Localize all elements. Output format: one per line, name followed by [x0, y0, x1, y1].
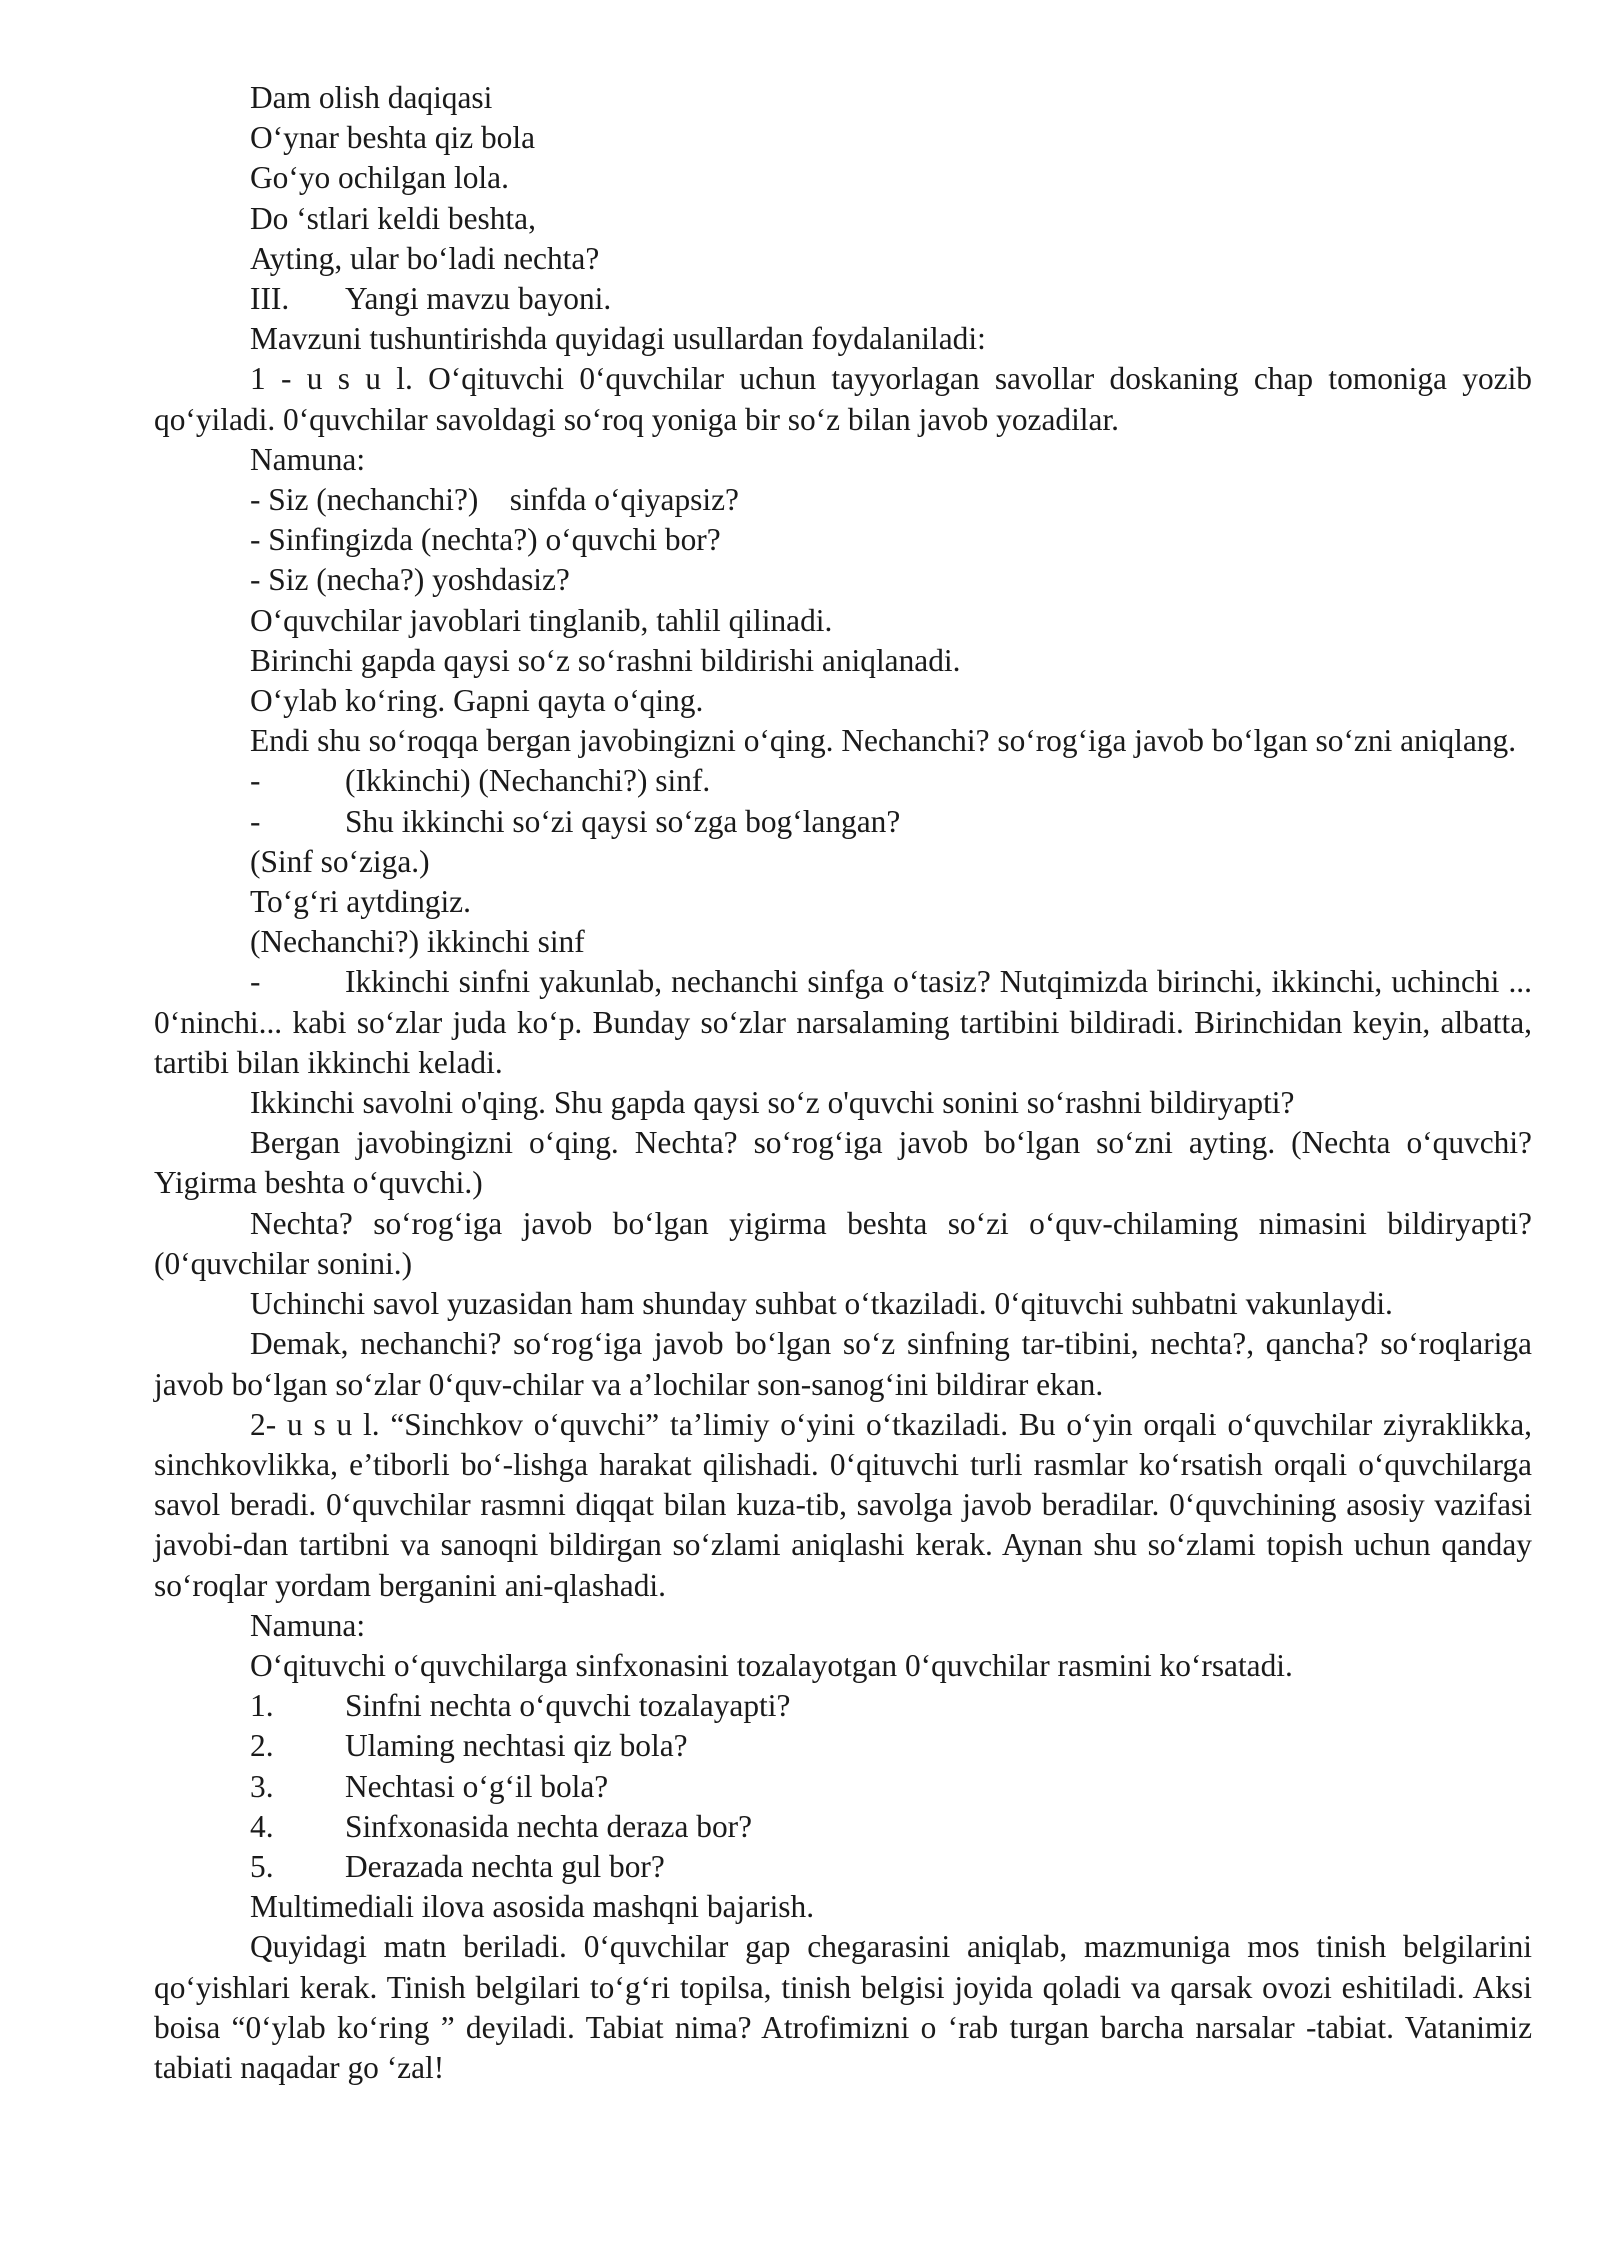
question-line: - Siz (nechanchi?) sinfda o‘qiyapsiz?: [250, 482, 739, 518]
list-number: 3.: [250, 1768, 274, 1804]
poem-line: Go‘yo ochilgan lola.: [250, 160, 509, 196]
list-number: 4.: [250, 1808, 274, 1844]
example-label: Namuna:: [250, 441, 366, 477]
paragraph: Endi shu so‘roqqa bergan javobingizni o‘qing. Nechanchi? so‘rog‘iga javob bo‘lgan so‘zni aniqlang.: [250, 723, 1517, 759]
list-item: [250, 1686, 1532, 1726]
list-number: 1.: [250, 1688, 274, 1724]
list-text: Nechtasi o‘g‘il bola?: [345, 1768, 609, 1804]
paragraph: O‘ylab ko‘ring. Gapni qayta o‘qing.: [250, 683, 704, 719]
paragraph: Quyidagi matn beriladi. 0‘quvchilar gap chegarasini aniqlab, mazmuniga mos tinish belgilarini qo‘yishlari kerak. Tinish belgilari to‘g‘ri topilsa, tinish belgisi joyida qoladi va qarsak ovozi eshitiladi. Aksi boisa “0‘ylab ko‘ring ” deyiladi. Tabiat nima? Atrofimizni o ‘rab turgan barcha narsalar -tabiat. Vatanimiz tabiati naqadar go ‘zal!: [154, 1929, 1532, 2085]
section-heading: [250, 279, 1532, 319]
list-text: Ulaming nechtasi qiz bola?: [345, 1728, 688, 1764]
list-text: Derazada nechta gul bor?: [345, 1848, 665, 1884]
dash-text: (Ikkinchi) (Nechanchi?) sinf.: [345, 763, 711, 799]
dash-marker: -: [250, 763, 261, 799]
poem-line: Do ‘stlari keldi beshta,: [250, 200, 536, 236]
paragraph: 1 - u s u l. O‘qituvchi 0‘quvchilar uchun tayyorlagan savollar doskaning chap tomoniga yozib qo‘yiladi. 0‘quvchilar savoldagi so‘roq yoniga bir so‘z bilan javob yozadilar.: [154, 361, 1532, 437]
paragraph: 2- u s u l. “Sinchkov o‘quvchi” ta’limiy o‘yini o‘tkaziladi. Bu o‘yin orqali o‘quvchilar ziyraklikka, sinchkovlikka, e’tiborli bo‘-lishga harakat qilishadi. 0‘qituvchi turli rasmlar ko‘rsatish orqali o‘quvchilarga savol beradi. 0‘quvchilar rasmni diqqat bilan kuza-tib, savolga javob beradilar. 0‘quvchining asosiy vazifasi javobi-dan tartibni va sanoqni bildirgan so‘zlami aniqlashi kerak. Aynan shu so‘zlami topish uchun qanday so‘roqlar yordam berganini ani-qlashadi.: [154, 1406, 1532, 1603]
section-title: Yangi mavzu bayoni.: [345, 281, 612, 317]
list-item: [250, 1807, 1532, 1847]
question-line: - Sinfingizda (nechta?) o‘quvchi bor?: [250, 522, 721, 558]
paragraph: Nechta? so‘rog‘iga javob bo‘lgan yigirma beshta so‘zi o‘quv-chilaming nimasini bildiryapti? (0‘quvchilar sonini.): [154, 1205, 1532, 1281]
list-number: 2.: [250, 1728, 274, 1764]
paragraph: O‘quvchilar javoblari tinglanib, tahlil qilinadi.: [250, 602, 833, 638]
dash-item: [154, 962, 1532, 1083]
dash-marker: -: [250, 803, 261, 839]
dash-marker: -: [250, 964, 261, 1000]
example-label: Namuna:: [250, 1607, 366, 1643]
list-number: 5.: [250, 1848, 274, 1884]
paragraph: O‘qituvchi o‘quvchilarga sinfxonasini tozalayotgan 0‘quvchilar rasmini ko‘rsatadi.: [250, 1647, 1293, 1683]
paragraph: Birinchi gapda qaysi so‘z so‘rashni bildirishi aniqlanadi.: [250, 642, 961, 678]
paragraph: Demak, nechanchi? so‘rog‘iga javob bo‘lgan so‘z sinfning tar-tibini, nechta?, qancha? so‘roqlariga javob bo‘lgan so‘zlar 0‘quv-chilar va a’lochilar son-sanog‘ini bildirar ekan.: [154, 1326, 1532, 1402]
question-line: - Siz (necha?) yoshdasiz?: [250, 562, 570, 598]
dash-item: [250, 761, 1532, 801]
paragraph: Multimediali ilova asosida mashqni bajarish.: [250, 1889, 815, 1925]
paragraph: Mavzuni tushuntirishda quyidagi usullardan foydalaniladi:: [250, 321, 986, 357]
list-item: [250, 1726, 1532, 1766]
poem-line: Dam olish daqiqasi: [250, 80, 493, 115]
paragraph: (Nechanchi?) ikkinchi sinf: [250, 924, 585, 960]
paragraph: Ikkinchi savolni o'qing. Shu gapda qaysi so‘z o'quvchi sonini so‘rashni bildiryapti?: [250, 1085, 1295, 1121]
poem-line: O‘ynar beshta qiz bola: [250, 120, 536, 156]
paragraph: To‘g‘ri aytdingiz.: [250, 884, 471, 920]
dash-text: Ikkinchi sinfni yakunlab, nechanchi sinfga o‘tasiz? Nutqimizda birinchi, ikkinchi, uchinchi ... 0‘ninchi... kabi so‘zlar juda ko‘p. Bunday so‘zlar narsalaming tartibini bildiradi. Birinchidan keyin, albatta, tartibi bilan ikkinchi keladi.: [154, 964, 1532, 1080]
dash-text: Shu ikkinchi so‘zi qaysi so‘zga bog‘langan?: [345, 803, 901, 839]
list-text: Sinfxonasida nechta deraza bor?: [345, 1808, 753, 1844]
paragraph: Bergan javobingizni o‘qing. Nechta? so‘rog‘iga javob bo‘lgan so‘zni ayting. (Nechta o‘quvchi? Yigirma beshta o‘quvchi.): [154, 1125, 1532, 1201]
poem-line: Ayting, ular bo‘ladi nechta?: [250, 240, 600, 276]
section-number: III.: [250, 281, 290, 317]
list-item: [250, 1847, 1532, 1887]
list-item: [250, 1767, 1532, 1807]
list-text: Sinfni nechta o‘quvchi tozalayapti?: [345, 1688, 791, 1724]
paragraph: (Sinf so‘ziga.): [250, 843, 430, 879]
dash-item: [250, 802, 1532, 842]
paragraph: Uchinchi savol yuzasidan ham shunday suhbat o‘tkaziladi. 0‘qituvchi suhbatni vakunlaydi.: [250, 1286, 1393, 1322]
